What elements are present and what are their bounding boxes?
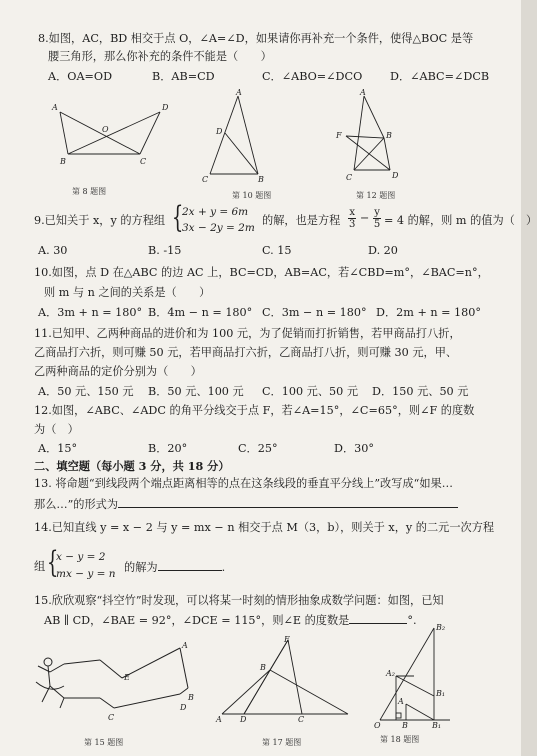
fig17-label-d: D — [240, 715, 247, 724]
figure-15 — [30, 642, 205, 736]
figure-10 — [196, 88, 266, 184]
q14-answer-blank[interactable] — [158, 560, 222, 571]
fig12-label-b: B — [386, 131, 392, 140]
q12-text-line1: 12.如图，∠ABC、∠ADC 的角平分线交于点 F，若∠A=15°，∠C=65°，则∠F 的度数 — [34, 404, 475, 417]
q9-option-b: B. -15 — [148, 244, 182, 257]
q10-option-b: B．4m − n = 180° — [148, 306, 253, 319]
q8-option-c: C．∠ABO=∠DCO — [262, 70, 363, 83]
caption-fig8: 第 8 题图 — [72, 187, 107, 196]
q9-frac2-den: 5 — [373, 219, 381, 230]
q15-text-line1: 15.欣欣观察“抖空竹”时发现，可以将某一时刻的情形抽象成数学问题：如图，已知 — [34, 594, 444, 607]
q11-option-c: C．100 元、50 元 — [262, 385, 359, 398]
q12-option-d: D．30° — [334, 442, 374, 455]
fig10-label-d: D — [216, 127, 223, 136]
q11-text-line1: 11.已知甲、乙两种商品的进价和为 100 元，为了促销而打折销售，若甲商品打八折， — [34, 327, 461, 340]
q10-text-line2: 则 m 与 n 之间的关系是（ ） — [44, 286, 211, 299]
caption-fig12: 第 12 题图 — [356, 191, 396, 200]
q11-text-line2: 乙商品打六折，则可赚 50 元，若甲商品打六折，乙商品打八折，则可赚 30 元，甲、 — [34, 346, 458, 359]
figure-8 — [40, 92, 175, 170]
q14-brace: { — [46, 545, 59, 580]
caption-fig18: 第 18 题图 — [380, 735, 420, 744]
fig18-label-b: B — [402, 721, 408, 730]
q10-option-d: D．2m + n = 180° — [376, 306, 482, 319]
q14-tail — [124, 560, 225, 575]
q15-line2b: °. — [407, 614, 417, 627]
q14-end: . — [221, 561, 226, 574]
fig12-label-c: C — [346, 173, 353, 182]
fig17-label-c: C — [298, 715, 305, 724]
q9-option-a: A. 30 — [38, 244, 68, 257]
fig15-label-e: E — [124, 673, 130, 682]
fig8-label-d: D — [162, 103, 169, 112]
q10-text-line1: 10.如图，点 D 在△ABC 的边 AC 上，BC=CD，AB=AC，若∠CBD=m°，∠BAC=n°， — [34, 266, 489, 279]
q12-text-line2: 为（ ） — [34, 423, 79, 436]
q9-equation — [348, 207, 381, 230]
q8-option-d: D．∠ABC=∠DCB — [390, 70, 490, 83]
q9-prefix: 9.已知关于 x，y 的方程组 — [34, 214, 166, 227]
q11-option-b: B．50 元、100 元 — [148, 385, 244, 398]
fig8-label-b: B — [60, 157, 66, 166]
fig18-label-o: O — [374, 721, 381, 730]
fig15-person-illustration — [36, 658, 64, 708]
q11-option-d: D．150 元、50 元 — [372, 385, 469, 398]
q9-option-c: C. 15 — [262, 244, 292, 257]
q9-option-d: D. 20 — [368, 244, 398, 257]
q11-text-line3: 乙两种商品的定价分别为（ ） — [34, 365, 202, 378]
q14-text-line1: 14.已知直线 y = x − 2 与 y = mx − n 相交于点 M（3，b），则关于 x，y 的二元一次方程 — [34, 521, 495, 534]
q9-suffix: = 4 的解，则 m 的值为（ ） — [384, 214, 537, 227]
q9-frac-x — [348, 207, 356, 230]
figure-18 — [370, 620, 460, 730]
q13-answer-blank[interactable] — [118, 497, 458, 508]
fig18-label-a2: A₂ — [386, 669, 395, 678]
q12-option-b: B．20° — [148, 442, 188, 455]
q14-prefix: 组 — [34, 560, 46, 573]
caption-fig17: 第 17 题图 — [262, 738, 302, 747]
fig17-label-b: B — [260, 663, 266, 672]
q9-frac1-num: x — [349, 207, 355, 218]
fig8-label-c: C — [140, 157, 147, 166]
fig18-label-b1: B₁ — [432, 721, 442, 730]
q9-eq1: 2x + y = 6m — [182, 206, 249, 218]
caption-fig10: 第 10 题图 — [232, 191, 272, 200]
fig12-label-a: A — [360, 88, 366, 97]
q9-eq2: 3x − 2y = 2m — [182, 222, 255, 234]
fig12-label-f: F — [336, 131, 342, 140]
q12-option-a: A．15° — [38, 442, 78, 455]
fig10-label-a: A — [236, 88, 242, 97]
q14-suffix: 的解为 — [124, 561, 158, 574]
q13-line2-text: 那么…”的形式为 — [34, 498, 119, 511]
q15-text-line2 — [44, 613, 417, 628]
fig8-label-o: O — [102, 125, 109, 134]
q8-option-a: A．OA=OD — [48, 70, 113, 83]
q9-frac-y — [373, 207, 381, 230]
q8-text-line2: 腰三角形，那么你补充的条件不能是（ ） — [48, 50, 272, 63]
fig18-label-a: A — [398, 697, 404, 706]
fig10-label-c: C — [202, 175, 209, 184]
q9-brace: { — [171, 200, 184, 235]
q10-option-c: C．3m − n = 180° — [262, 306, 367, 319]
fig18-label-b1-top: B₁ — [436, 689, 446, 698]
fig15-label-b: B — [188, 693, 194, 702]
fig15-label-a: A — [182, 641, 188, 650]
figure-17 — [214, 636, 364, 722]
q12-option-c: C．25° — [238, 442, 278, 455]
q14-eq2: mx − y = n — [56, 568, 116, 580]
q9-frac1-den: 3 — [349, 219, 356, 230]
q13-text-line1: 13. 将命题“到线段两个端点距离相等的点在这条线段的垂直平分线上”改写成“如果… — [34, 477, 453, 490]
q13-text-line2 — [34, 497, 458, 512]
fig15-label-c: C — [108, 713, 115, 722]
q15-line2a: AB ∥ CD，∠BAE = 92°，∠DCE = 115°，则∠E 的度数是 — [44, 614, 350, 627]
q8-option-b: B．AB=CD — [152, 70, 215, 83]
fig12-label-d: D — [392, 171, 399, 180]
figure-12 — [326, 88, 426, 184]
q14-eq1: x − y = 2 — [56, 551, 106, 563]
section2-title: 二、填空题（每小题 3 分，共 18 分） — [34, 459, 230, 473]
fig10-label-b: B — [258, 175, 264, 184]
fig18-label-b2: B₂ — [436, 623, 446, 632]
q9-mid: 的解，也是方程 — [262, 214, 341, 227]
q11-option-a: A．50 元、150 元 — [38, 385, 134, 398]
q8-text-line1: 8.如图，AC，BD 相交于点 O，∠A=∠D，如果请你再补充一个条件，使得△BOC 是等 — [38, 32, 474, 45]
fig17-label-a: A — [216, 715, 222, 724]
fig15-label-d: D — [180, 703, 187, 712]
fig8-label-a: A — [52, 103, 58, 112]
q9-frac2-num: y — [374, 207, 380, 218]
q10-option-a: A．3m + n = 180° — [38, 306, 143, 319]
q9-minus: − — [359, 211, 370, 225]
caption-fig15: 第 15 题图 — [84, 738, 124, 747]
fig17-label-e: E — [284, 635, 290, 644]
